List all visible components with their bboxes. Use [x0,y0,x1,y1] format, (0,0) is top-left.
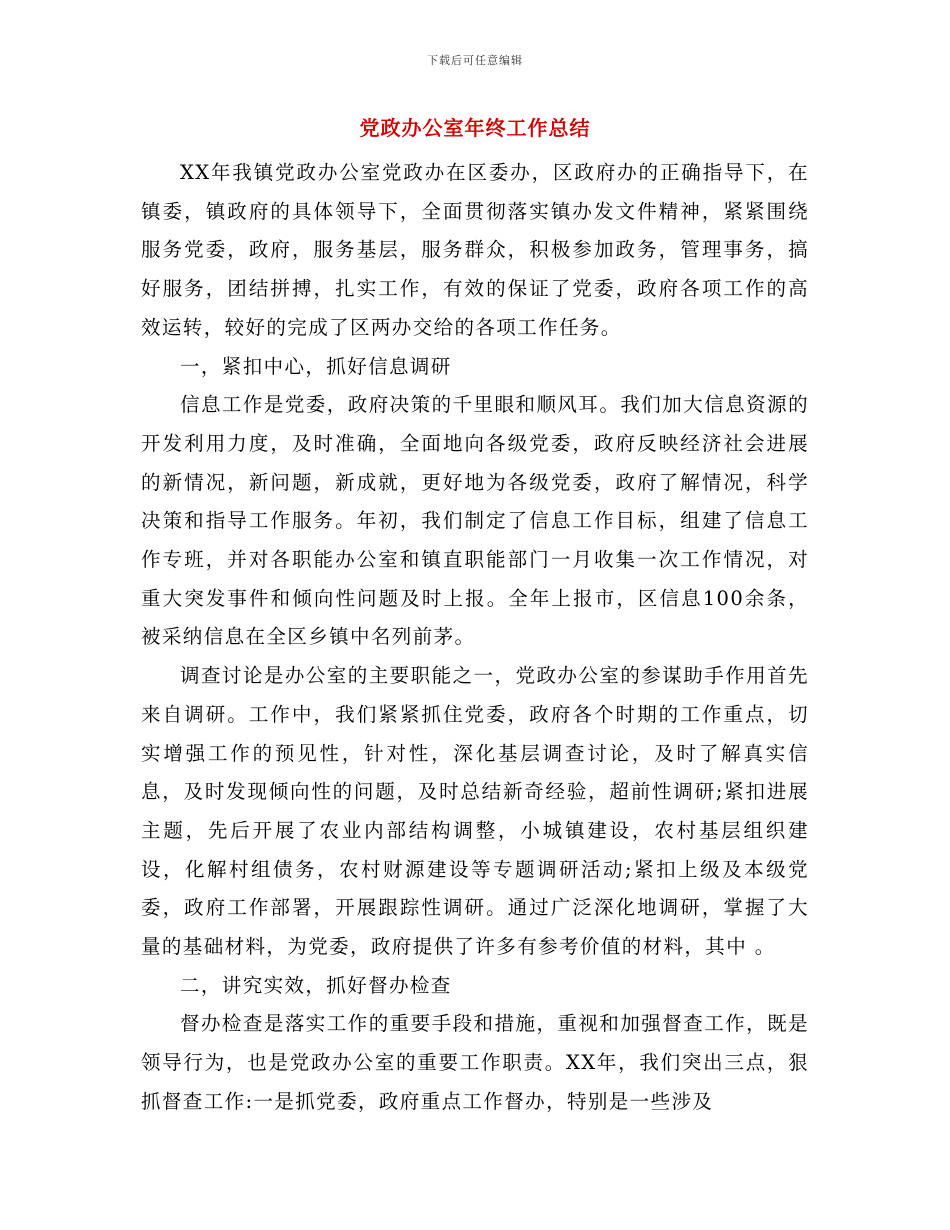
paragraph-research: 调查讨论是办公室的主要职能之一，党政办公室的参谋助手作用首先来自调研。工作中，我们紧紧抓住党委，政府各个时期的工作重点，切实增强工作的预见性，针对性，深化基层调查讨论，及时了解真实信息，及时发现倾向性的问题，及时总结新奇经验，超前性调研;紧扣进展主题，先后开展了农业内部结构调整，小城镇建设，农村基层组织建设，化解村组债务，农村财源建设等专题调研活动;紧扣上级及本级党委，政府工作部署，开展跟踪性调研。通过广泛深化地调研，掌握了大量的基础材料，为党委，政府提供了许多有参考价值的材料，其中 。 [141,664,809,959]
paragraph-information: 信息工作是党委，政府决策的千里眼和顺风耳。我们加大信息资源的开发利用力度，及时准确，全面地向各级党委，政府反映经济社会进展的新情况，新问题，新成就，更好地为各级党委，政府了解情况，科学决策和指导工作服务。年初，我们制定了信息工作目标，组建了信息工作专班，并对各职能办公室和镇直职能部门一月收集一次工作情况，对重大突发事件和倾向性问题及时上报。全年上报市，区信息100余条，被采纳信息在全区乡镇中名列前茅。 [141,393,809,649]
section-heading-2: 二，讲究实效，抓好督办检查 [180,973,452,997]
section-heading-1: 一，紧扣中心，抓好信息调研 [180,354,452,378]
header-note: 下载后可任意编辑 [427,54,523,67]
document-title: 党政办公室年终工作总结 [359,116,591,140]
paragraph-supervision: 督办检查是落实工作的重要手段和措施，重视和加强督查工作，既是领导行为，也是党政办公室的重要工作职责。XX年，我们突出三点，狠抓督查工作:一是抓党委，政府重点工作督办，特别是一些涉及 [141,1012,809,1113]
document-body [141,154,809,1122]
paragraph-intro: XX年我镇党政办公室党政办在区委办，区政府办的正确指导下，在镇委，镇政府的具体领导下，全面贯彻落实镇办发文件精神，紧紧围绕服务党委，政府，服务基层，服务群众，积极参加政务，管理事务，搞好服务，团结拼搏，扎实工作，有效的保证了党委，政府各项工作的高效运转，较好的完成了区两办交给的各项工作任务。 [141,161,809,339]
